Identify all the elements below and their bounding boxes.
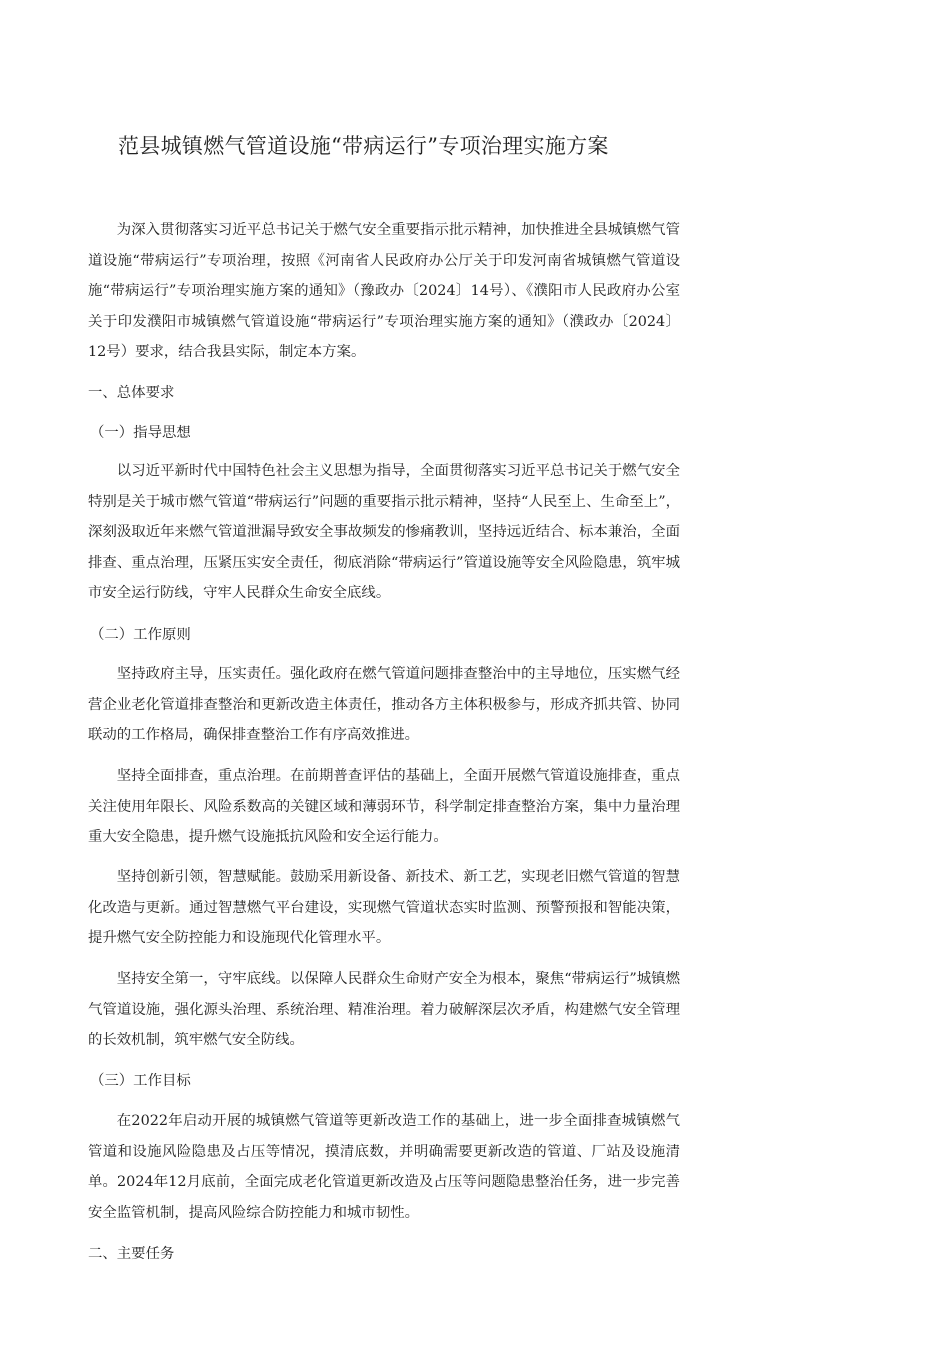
subsection-heading-work-principles: （二）工作原则 — [90, 627, 191, 643]
principle-paragraph-comprehensive-inspection: 坚持全面排查，重点治理。在前期普查评估的基础上，全面开展燃气管道设施排查，重点关注使用年限长、风险系数高的关键区域和薄弱环节，科学制定排查整治方案，集中力量治理重大安全隐患，提升燃气设施抵抗风险和安全运行能力。 — [88, 768, 680, 845]
guiding-ideology-paragraph: 以习近平新时代中国特色社会主义思想为指导，全面贯彻落实习近平总书记关于燃气安全特别是关于城市燃气管道“带病运行”问题的重要指示批示精神，坚持“人民至上、生命至上”，深刻汲取近年来燃气管道泄漏导致安全事故频发的惨痛教训，坚持远近结合、标本兼治，全面排查、重点治理，压紧压实安全责任，彻底消除“带病运行”管道设施等安全风险隐患，筑牢城市安全运行防线，守牢人民群众生命安全底线。 — [88, 463, 680, 601]
principle-paragraph-safety-first: 坚持安全第一，守牢底线。以保障人民群众生命财产安全为根本，聚焦“带病运行”城镇燃气管道设施，强化源头治理、系统治理、精准治理。着力破解深层次矛盾，构建燃气安全管理的长效机制，筑牢燃气安全防线。 — [88, 971, 680, 1048]
subsection-heading-guiding-ideology: （一）指导思想 — [90, 425, 191, 441]
section-heading-general-requirements: 一、总体要求 — [88, 385, 175, 401]
intro-paragraph: 为深入贯彻落实习近平总书记关于燃气安全重要指示批示精神，加快推进全县城镇燃气管道设施“带病运行”专项治理，按照《河南省人民政府办公厅关于印发河南省城镇燃气管道设施“带病运行”专项治理实施方案的通知》（豫政办〔2024〕14号）、《濮阳市人民政府办公室关于印发濮阳市城镇燃气管道设施“带病运行”专项治理实施方案的通知》（濮政办〔2024〕12号）要求，结合我县实际，制定本方案。 — [88, 222, 680, 360]
principle-paragraph-innovation: 坚持创新引领，智慧赋能。鼓励采用新设备、新技术、新工艺，实现老旧燃气管道的智慧化改造与更新。通过智慧燃气平台建设，实现燃气管道状态实时监测、预警预报和智能决策，提升燃气安全防控能力和设施现代化管理水平。 — [88, 869, 680, 946]
document-title: 范县城镇燃气管道设施“带病运行”专项治理实施方案 — [118, 134, 609, 158]
work-goals-paragraph: 在2022年启动开展的城镇燃气管道等更新改造工作的基础上，进一步全面排查城镇燃气管道和设施风险隐患及占压等情况，摸清底数，并明确需要更新改造的管道、厂站及设施清单。2024年12月底前，全面完成老化管道更新改造及占压等问题隐患整治任务，进一步完善安全监管机制，提高风险综合防控能力和城市韧性。 — [88, 1113, 680, 1221]
subsection-heading-work-goals: （三）工作目标 — [90, 1073, 191, 1089]
principle-paragraph-government-led: 坚持政府主导，压实责任。强化政府在燃气管道问题排查整治中的主导地位，压实燃气经营企业老化管道排查整治和更新改造主体责任，推动各方主体积极参与，形成齐抓共管、协同联动的工作格局，确保排查整治工作有序高效推进。 — [88, 666, 680, 743]
section-heading-main-tasks: 二、主要任务 — [88, 1246, 175, 1262]
